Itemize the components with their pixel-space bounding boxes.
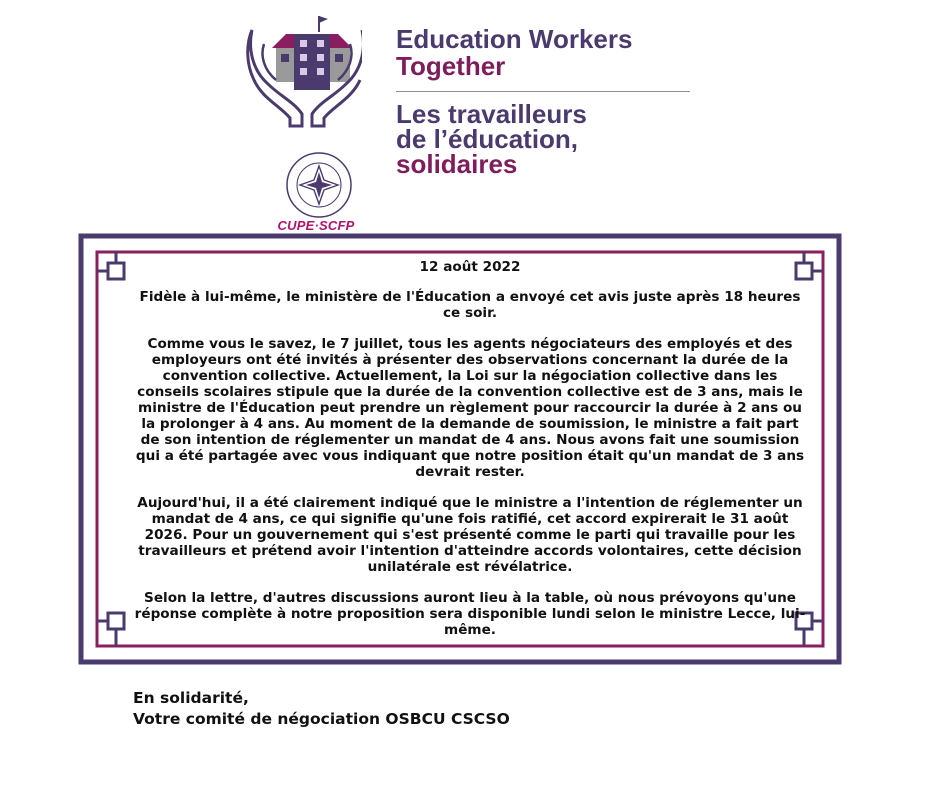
title-divider bbox=[396, 91, 690, 92]
signoff bbox=[133, 688, 833, 730]
title-french bbox=[396, 99, 736, 179]
signoff-line-2: Votre comité de négociation OSBCU CSCSO bbox=[133, 710, 510, 728]
title-en-line-2: Together bbox=[396, 51, 506, 81]
signoff-line-1: En solidarité, bbox=[133, 689, 249, 707]
letter-body bbox=[132, 259, 808, 653]
title-en-line-1: Education Workers bbox=[396, 24, 633, 54]
title-fr-line-2: de l’éducation, bbox=[396, 124, 579, 154]
title-fr-line-3: solidaires bbox=[396, 149, 518, 179]
cupe-scfp-label: CUPE·SCFP bbox=[277, 218, 355, 233]
title-fr-line-1: Les travailleurs bbox=[396, 99, 587, 129]
hands-school-logo-icon bbox=[246, 14, 362, 234]
title-english bbox=[396, 26, 716, 80]
letter-paragraph-4: Selon la lettre, d'autres discussions auront lieu à la table, où nous prévoyons qu'une réponse complète à notre proposition sera disponible lundi selon le ministre Lecce, lui-même. bbox=[134, 590, 806, 638]
letter-paragraph-1: Fidèle à lui-même, le ministère de l'Éducation a envoyé cet avis juste après 18 heures ce soir. bbox=[139, 289, 801, 321]
header bbox=[0, 0, 940, 236]
letter-paragraph-2: Comme vous le savez, le 7 juillet, tous les agents négociateurs des employés et des employeurs ont été invités à présenter des observations concernant la durée de la convention collective. Actuellement, la Loi sur la négociation collective dans les conseils scolaires stipule que la durée de la convention collective est de 3 ans, mais le ministre de l'Éducation peut prendre un règlement pour raccourcir la durée à 2 ans ou la prolonger à 4 ans. Au moment de la demande de soumission, le ministre a fait part de son intention de réglementer un mandat de 4 ans. Nous avons fait une soumission qui a été partagée avec vous indiquant que notre position était qu'un mandat de 3 ans devrait rester. bbox=[135, 336, 805, 480]
letter-paragraph-3: Aujourd'hui, il a été clairement indiqué que le ministre a l'intention de réglementer un mandat de 4 ans, ce qui signifie qu'une fois ratifié, cet accord expirerait le 31 août 2026. Pour un gouvernement qui s'est présenté comme le parti qui travaille pour les travailleurs et prétend avoir l'intention d'atteindre accords volontaires, cette décision unilatérale est révélatrice. bbox=[137, 495, 803, 575]
letter-date: 12 août 2022 bbox=[419, 259, 521, 275]
